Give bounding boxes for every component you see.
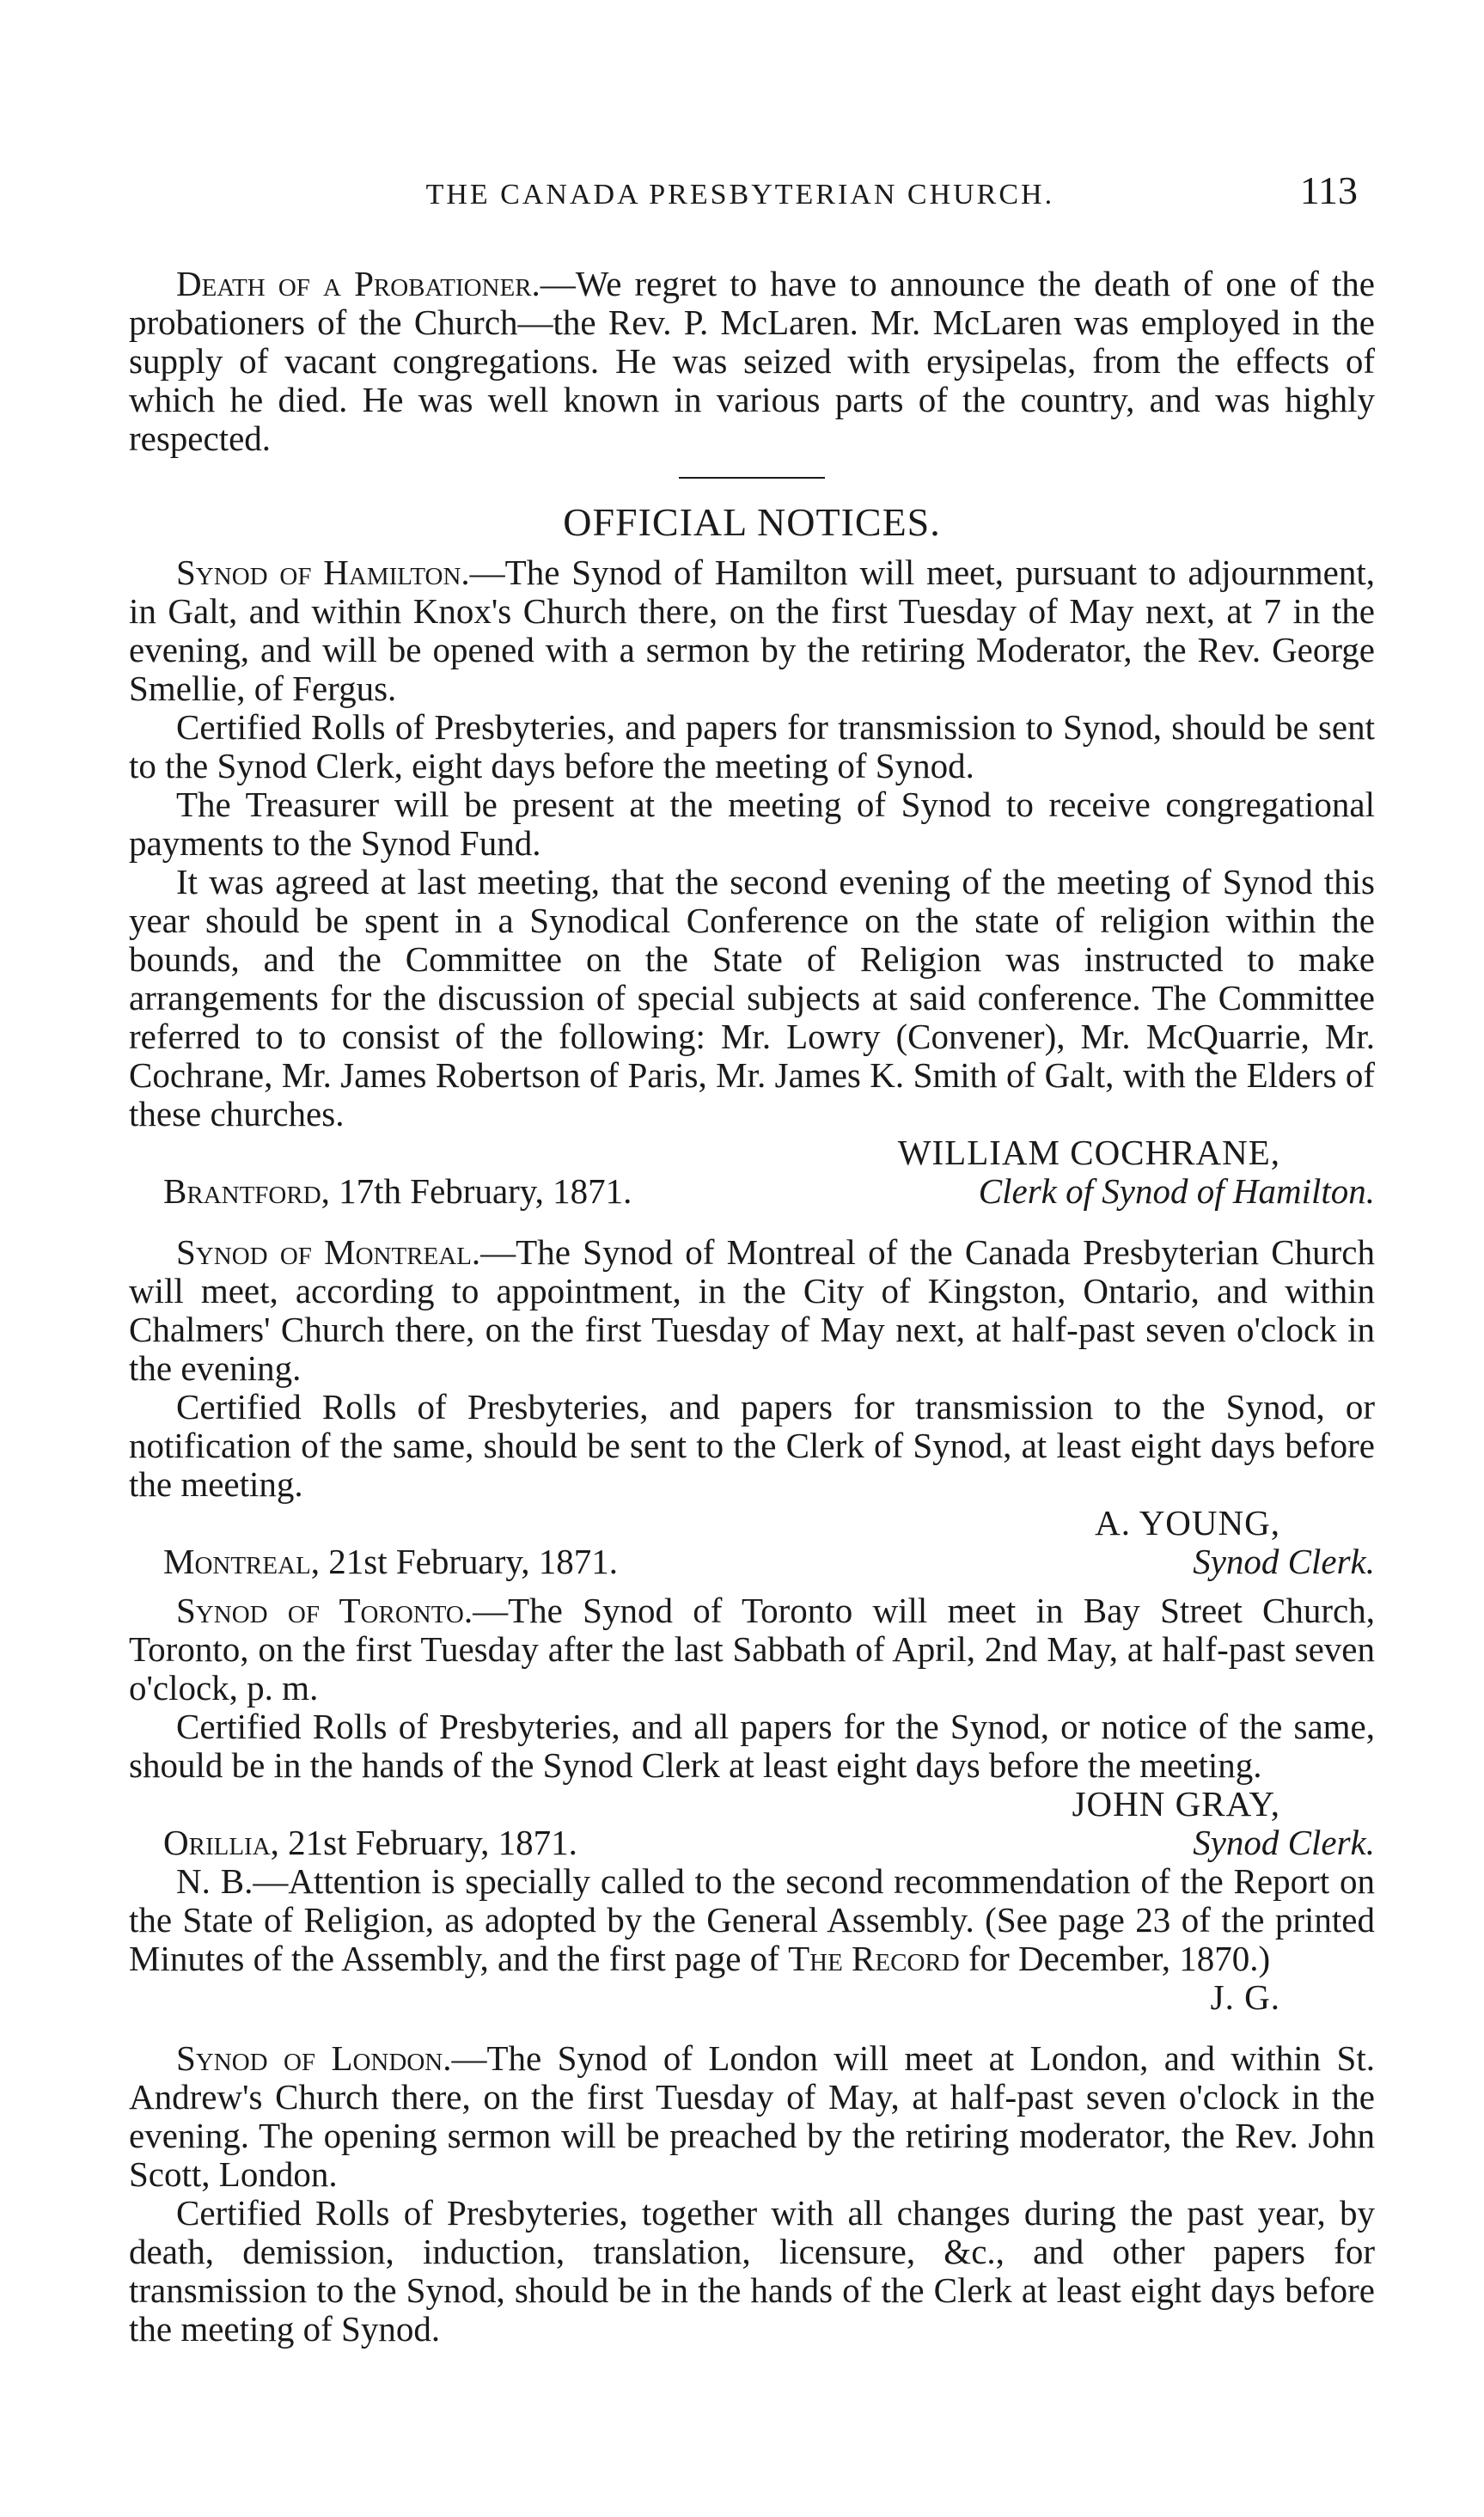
london-notice [129,2039,1375,2349]
london-heading: Synod of London. [176,2038,452,2078]
hamilton-paragraph-3: The Treasurer will be present at the meeting of Synod to receive congregational payments to the Synod Fund. [129,785,1375,863]
hamilton-date: 17th February, 1871. [339,1171,632,1211]
running-header [129,168,1375,213]
hamilton-place: Brantford, [163,1171,330,1211]
death-notice-text: —We regret to have to announce the death of one of the probationers of the Church—the Rev. P. McLaren. Mr. McLaren was employed in the supply of vacant congregations. He was seized with erysipelas, from the effects of which he died. He was well known in various parts of the country, and was highly respected. [129,264,1375,458]
section-title: OFFICIAL NOTICES. [563,500,941,544]
montreal-signature: A. YOUNG, [1095,1503,1280,1543]
toronto-nb-paragraph [129,1862,1375,1978]
toronto-dateline [129,1824,1375,1862]
toronto-signature: JOHN GRAY, [1072,1784,1280,1824]
montreal-place: Montreal, [163,1542,321,1581]
toronto-nb-text: N. B.—Attention is specially called to the second recommendation of the Report on the State of Religion, as adopted by the General Assembly. (See page 23 of the printed Minutes of the Assembly, and the first page of [129,1861,1375,1978]
death-notice-paragraph [129,265,1375,458]
montreal-paragraph-2: Certified Rolls of Presbyteries, and papers for transmission to the Synod, or notification of the same, should be sent to the Clerk of Synod, at least eight days before the meeting. [129,1387,1375,1504]
hamilton-text-1: —The Synod of Hamilton will meet, pursuant to adjournment, in Galt, and within Knox's Church there, on the first Tuesday of May next, at 7 in the evening, and will be opened with a sermon by the retiring Moderator, the Rev. George Smellie, of Fergus. [129,553,1375,708]
section-divider [679,477,825,479]
hamilton-paragraph-4: It was agreed at last meeting, that the second evening of the meeting of Synod this year should be spent in a Synodical Conference on the state of religion within the bounds, and the Committee on the State of Religion was instructed to make arrangements for the discussion of special subjects at said conference. The Committee referred to to consist of the following: Mr. Lowry (Convener), Mr. McQuarrie, Mr. Cochrane, Mr. James Robertson of Paris, Mr. James K. Smith of Galt, with the Elders of these churches. [129,862,1375,1133]
hamilton-notice [129,553,1375,1211]
hamilton-paragraph-2: Certified Rolls of Presbyteries, and papers for transmission to Synod, should be sent to the Synod Clerk, eight days before the meeting of Synod. [129,707,1375,785]
hamilton-dateline [129,1172,1375,1211]
hamilton-signature: WILLIAM COCHRANE, [897,1133,1280,1172]
toronto-heading: Synod of Toronto. [176,1591,473,1630]
toronto-paragraph-2: Certified Rolls of Presbyteries, and all papers for the Synod, or notice of the same, should be in the hands of the Synod Clerk at least eight days before the meeting. [129,1707,1375,1785]
london-paragraph-2: Certified Rolls of Presbyteries, together with all changes during the past year, by death, demission, induction, translation, licensure, &c., and other papers for transmission to the Synod, should be in the hands of the Clerk at least eight days before the meeting of Synod. [129,2193,1375,2349]
toronto-notice [129,1591,1375,2017]
hamilton-place-date [129,1172,632,1211]
toronto-place: Orillia, [163,1823,279,1862]
toronto-nb-record: The Record [788,1939,960,1978]
toronto-text-1: —The Synod of Toronto will meet in Bay Street Church, Toronto, on the first Tuesday after the last Sabbath of April, 2nd May, at half-past seven o'clock, p. m. [129,1591,1375,1708]
montreal-date: 21st February, 1871. [328,1542,618,1581]
montreal-office: Synod Clerk. [1193,1542,1375,1581]
toronto-date: 21st February, 1871. [288,1823,577,1862]
death-notice [129,265,1375,458]
hamilton-heading: Synod of Hamilton. [176,553,470,592]
toronto-office: Synod Clerk. [1193,1823,1375,1862]
montreal-text-1: —The Synod of Montreal of the Canada Presbyterian Church will meet, according to appointment, in the City of Kingston, Ontario, and within Chalmers' Church there, on the first Tuesday of May next, at half-past seven o'clock in the evening. [129,1232,1375,1388]
hamilton-office: Clerk of Synod of Hamilton. [978,1171,1375,1211]
montreal-paragraph-1 [129,1233,1375,1388]
toronto-place-date [129,1824,577,1862]
running-title: THE CANADA PRESBYTERIAN CHURCH. [425,179,1055,211]
toronto-nb-initials: J. G. [1210,1977,1280,2017]
london-text-1: —The Synod of London will meet at London, and within St. Andrew's Church there, on the first Tuesday of May, at half-past seven o'clock in the evening. The opening sermon will be preached by the retiring moderator, the Rev. John Scott, London. [129,2038,1376,2194]
page-number: 113 [1299,168,1358,212]
document-page [129,168,1375,2349]
death-notice-heading: Death of a Probationer. [176,264,540,303]
toronto-paragraph-1 [129,1591,1375,1708]
london-paragraph-1 [129,2039,1375,2194]
montreal-place-date [129,1543,618,1581]
montreal-heading: Synod of Montreal. [176,1232,481,1272]
montreal-dateline [129,1543,1375,1581]
toronto-nb-tail: for December, 1870.) [968,1939,1271,1978]
montreal-notice [129,1233,1375,1581]
hamilton-paragraph-1 [129,553,1375,708]
